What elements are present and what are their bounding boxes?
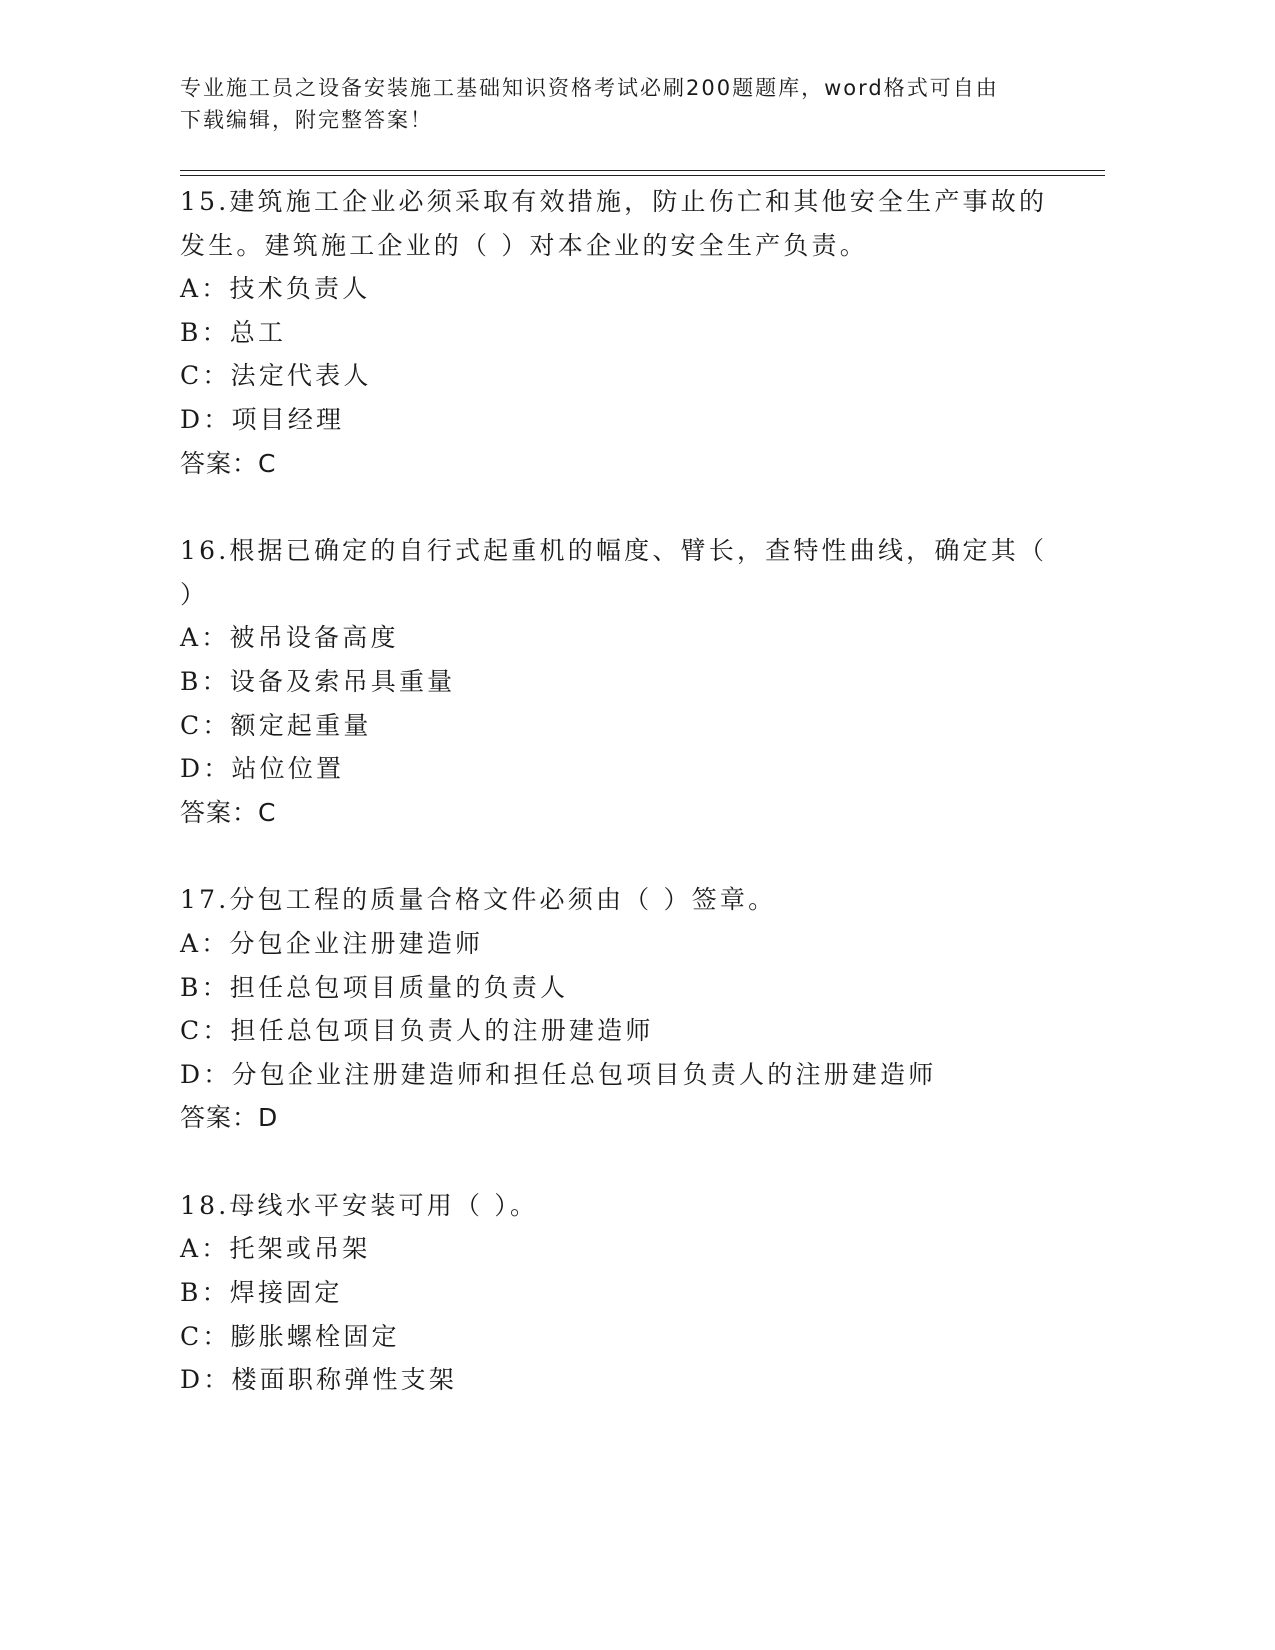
option-a: A：分包企业注册建造师 xyxy=(180,928,484,958)
option-d: D：楼面职称弹性支架 xyxy=(180,1365,458,1395)
header-divider-top xyxy=(180,170,1105,171)
option-a: A：技术负责人 xyxy=(180,274,371,304)
option-b: B：担任总包项目质量的负责人 xyxy=(180,972,569,1002)
header-line-1: 专业施工员之设备安装施工基础知识资格考试必刷200题题库，word格式可自由 xyxy=(180,76,999,100)
option-d: D：项目经理 xyxy=(180,404,345,434)
question-stem-line: 17.分包工程的质量合格文件必须由（ ）签章。 xyxy=(180,885,777,915)
option-d: D：分包企业注册建造师和担任总包项目负责人的注册建造师 xyxy=(180,1059,937,1089)
question-18 xyxy=(180,1184,1060,1402)
question-stem-line: 16.根据已确定的自行式起重机的幅度、臂长，查特性曲线，确定其（ xyxy=(180,536,1048,566)
option-b: B：焊接固定 xyxy=(180,1278,343,1308)
answer-line: 答案：C xyxy=(180,797,277,827)
option-c: C：额定起重量 xyxy=(180,710,372,740)
answer-line: 答案：C xyxy=(180,448,277,478)
header-divider-bottom xyxy=(180,175,1105,176)
document-header xyxy=(180,72,1040,136)
header-line-2: 下载编辑，附完整答案！ xyxy=(180,108,433,132)
option-a: A：托架或吊架 xyxy=(180,1234,371,1264)
option-c: C：担任总包项目负责人的注册建造师 xyxy=(180,1016,654,1046)
question-stem-line: 发生。建筑施工企业的（ ）对本企业的安全生产负责。 xyxy=(180,230,868,260)
question-stem-line: 15.建筑施工企业必须采取有效措施，防止伤亡和其他安全生产事故的 xyxy=(180,187,1048,216)
option-b: B：设备及索吊具重量 xyxy=(180,666,456,696)
answer-line: 答案：D xyxy=(180,1103,279,1133)
option-c: C：法定代表人 xyxy=(180,361,372,391)
option-c: C：膨胀螺栓固定 xyxy=(180,1321,400,1351)
option-a: A：被吊设备高度 xyxy=(180,623,399,653)
question-15 xyxy=(180,180,1060,485)
question-stem-line: 18.母线水平安装可用（ ）。 xyxy=(180,1190,539,1220)
option-b: B：总工 xyxy=(180,317,287,347)
question-16 xyxy=(180,529,1060,834)
question-list xyxy=(180,180,1060,1446)
question-17 xyxy=(180,878,1060,1140)
question-stem-line: ） xyxy=(180,579,209,609)
option-d: D：站位位置 xyxy=(180,754,345,784)
